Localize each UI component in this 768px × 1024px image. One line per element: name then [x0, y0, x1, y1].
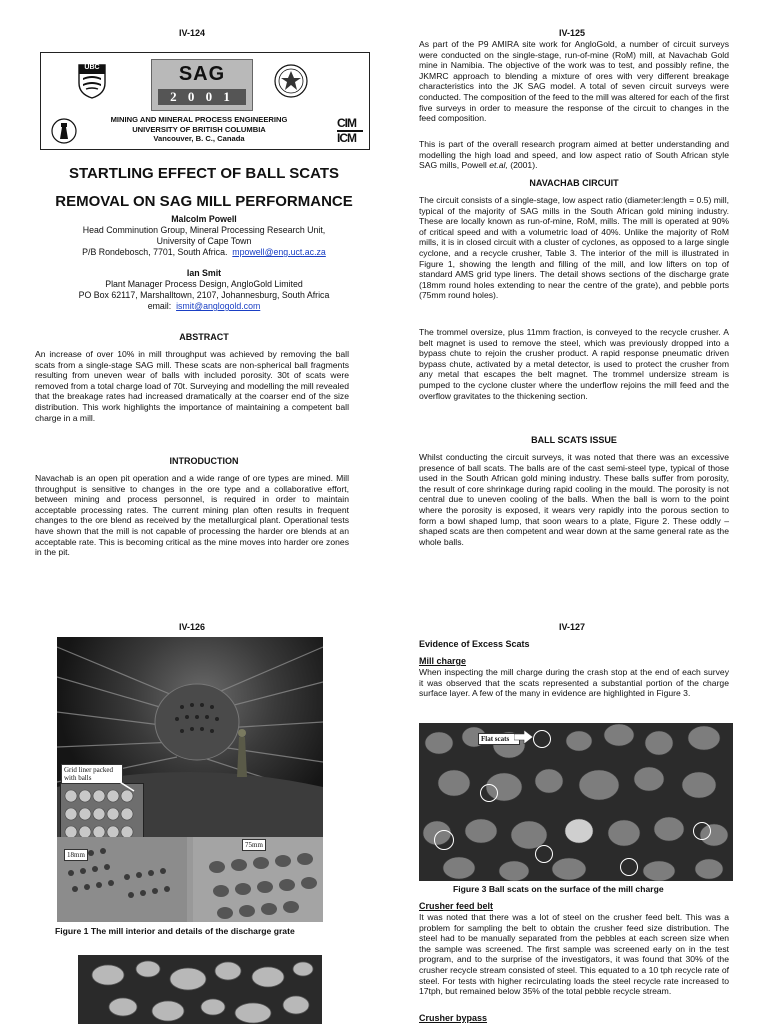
scat-highlight-circle	[620, 858, 638, 876]
author2-email-link[interactable]: ismit@anglogold.com	[176, 301, 261, 311]
flat-scats-arrow-icon	[514, 730, 534, 744]
page-number-126: IV-126	[178, 622, 206, 632]
emblem-logo	[273, 63, 309, 99]
author2-email-label: email:	[147, 301, 172, 311]
ubc-text: UBC	[84, 64, 100, 71]
author1-affil2: University of Cape Town	[156, 236, 252, 246]
cim-icm-logo	[337, 117, 363, 145]
introduction-heading: INTRODUCTION	[169, 456, 239, 466]
figure3-caption: Figure 3 Ball scats on the surface of the mill charge	[453, 884, 664, 894]
abstract-heading: ABSTRACT	[179, 332, 229, 342]
author1-name: Malcolm Powell	[171, 214, 237, 224]
abstract-text: An increase of over 10% in mill throughput was achieved by removing the ball scats from a single-stage SAG mill. These scats are non-spherical ball fragments resulting from uneven wear of balls with included porosity. 30t of scats were removed from a total charge load of 70t. Surveying and modelling the mill revealed that the breakage rates had increased dramatically at the coarser end of the size distribution. This work highlights the importance of maintaining a competent ball charge in a mill.	[35, 349, 349, 423]
crusher-feed-belt-heading: Crusher feed belt	[419, 901, 494, 911]
label-75mm: 75mm	[242, 839, 266, 851]
grid-liner-callout: Grid liner packed with balls	[61, 764, 123, 784]
figure1-caption: Figure 1 The mill interior and details of the discharge grate	[55, 926, 295, 936]
header-univ: UNIVERSITY OF BRITISH COLUMBIA	[132, 124, 266, 134]
scat-highlight-circle	[434, 830, 454, 850]
label-18mm: 18mm	[64, 849, 88, 861]
scat-highlight-circle	[535, 845, 553, 863]
page-number-127: IV-127	[558, 622, 586, 632]
icm-text: ICM	[337, 131, 356, 145]
ball-scats-text: Whilst conducting the circuit surveys, it was noted that there was an excessive presence of ball scats. The balls are of the cast semi-steel type, typical of those used in the South African gold mining industry. These balls suffer from porosity, the result of core shrinkage during rapid cooling in the mould. The porosity is not central due to uneven cooling of the balls. When the ball is worn to the point where the porosity is exposed, it wears very rapidly into the porous section to form a bowl shaped lump, that soon wears to a plate, Figure 2. These oddly –shaped scats are then competent and wear down at the same general rate as the whole balls.	[419, 452, 729, 547]
trommel-paragraph: The trommel oversize, plus 11mm fraction, is conveyed to the recycle crusher. A belt magnet is used to remove the steel, which was previously dropped into a bypass chute to rejoin the crusher product. A rapid response pneumatic driven bypass chute, activated by a metal detector, is used to protect the crusher from any metal that escapes the belt magnet. The trommel undersize stream is pumped to the cyclone cluster where the underflow rejoins the mill feed and the overflow gravitates to the thickening section.	[419, 327, 729, 401]
scat-highlight-circle	[693, 822, 711, 840]
crusher-feed-belt-text: It was noted that there was a lot of steel on the crusher feed belt. This was a problem for sampling the belt to obtain the crusher feed size distribution. The steel had to be manually separated from the pebbles at each screen size when the sample was screened. The first sample was screened early on in the test program, and to the surprise of the investigators, it was found that 30% of the crusher recycle stream consisted of steel. This equated to a 10 tph recycle rate of steel. For tests with higher recirculating loads the steel recycle rate increased to 17tph, but remained below 35% of the total pebble recycle stream.	[419, 912, 729, 997]
p125-intro-paragraph: As part of the P9 AMIRA site work for AngloGold, a number of circuit surveys were conducted on the single-stage, run-of-mine (RoM) mill, at Navachab Gold mine in Namibia. The objective of the work was to test, and possibly refine, the JKMRC approach to blending a mixture of ores with very different breakage characteristics into the JK SAG model. A total of seven circuit surveys were conducted. The composition of the feed to the mill was altered for each of the first five surveys in order to measure the response of the circuit to changes in the feed composition.	[419, 39, 729, 124]
p125-etal: et.al,	[489, 160, 508, 171]
navachab-circuit-heading: NAVACHAB CIRCUIT	[529, 178, 619, 188]
grid-liner-callout-pointer	[110, 775, 140, 795]
ubc-crest-logo	[77, 63, 107, 99]
cim-text: CIM	[337, 117, 363, 132]
header-city: Vancouver, B. C., Canada	[153, 134, 245, 144]
author2-affil2: PO Box 62117, Marshalltown, 2107, Johannesburg, South Africa	[78, 290, 330, 300]
ball-scats-heading: BALL SCATS ISSUE	[531, 435, 617, 445]
crusher-bypass-heading: Crusher bypass	[419, 1013, 488, 1023]
author2-affil1: Plant Manager Process Design, AngloGold Limited	[105, 279, 303, 289]
p125-research-paragraph: This is part of the overall research program aimed at better understanding and modelling the high load and speed, and low aspect ratio of South African style SAG mills, Powell et.al, (2001).	[419, 139, 729, 171]
figure3-mill-charge-photo	[419, 723, 733, 881]
author1-email-link[interactable]: mpowell@eng.uct.ac.za	[232, 247, 326, 257]
navachab-circuit-text: The circuit consists of a single-stage, low aspect ratio (diameter:length = 0.5) mill, typical of the majority of SAG mills in the South African gold mining industry. These are locally known as run-of-mine, RoM, mills. The mill is operated at 90% of critical speed and with a volumetric load of 40%. Unlike the majority of RoM mills, it is in closed circuit with a cluster of cyclones, as opposed to a large single cyclone, and a recycle crusher, Table 3. The interior of the mill is illustrated in Figure 1, showing the length and filling of the mill, and low lifters on top of standard AMS grid type liners. The detail shows sections of the discharge grate (18mm round holes extending to near the centre of the grate), and pebble ports (75mm round holes).	[419, 195, 729, 301]
mill-charge-heading: Mill charge	[419, 656, 467, 666]
paper-title-line2: REMOVAL ON SAG MILL PERFORMANCE	[55, 193, 353, 210]
sag-logo-text: SAG	[178, 63, 226, 85]
evidence-heading: Evidence of Excess Scats	[419, 639, 530, 649]
sag-2001-logo	[151, 59, 253, 111]
author1-address	[30, 247, 378, 258]
page-number-125: IV-125	[558, 28, 586, 38]
conference-header-box	[40, 52, 370, 150]
scat-highlight-circle	[533, 730, 551, 748]
author2-name: Ian Smit	[186, 268, 222, 278]
header-dept: MINING AND MINERAL PROCESS ENGINEERING	[110, 115, 288, 124]
author1-affil1: Head Comminution Group, Mineral Processing Research Unit,	[82, 225, 326, 235]
scat-highlight-circle	[480, 784, 498, 802]
mill-charge-text: When inspecting the mill charge during the crash stop at the end of each survey it was observed that the scats represented a substantial portion of the charge surface layer. A few of the many in evidence are highlighted in Figure 3.	[419, 667, 729, 699]
miner-lamp-logo	[51, 117, 77, 145]
paper-title-line1: STARTLING EFFECT OF BALL SCATS	[69, 165, 339, 182]
figure2-ball-scats-photo	[78, 955, 322, 1024]
discharge-grate-detail-photos	[57, 837, 323, 922]
sag-logo-year: 2 0 0 1	[158, 89, 246, 105]
paper-title	[30, 160, 378, 216]
flat-scats-label: Flat scats	[478, 733, 520, 745]
author1-affil3: P/B Rondebosch, 7701, South Africa.	[82, 247, 228, 257]
author2-email-line	[30, 301, 378, 312]
header-affiliation	[81, 115, 317, 144]
page-number-124: IV-124	[178, 28, 206, 38]
author-block	[30, 214, 378, 312]
introduction-text: Navachab is an open pit operation and a wide range of ore types are mined. Mill throughput is sensitive to changes in the ore type and a collaborative effort, between mining and process personnel, is required in order to maintain acceptable processing rates. The current mining plan often results in frequent changes to the ore blend as received by the metallurgical plant. Operational tests have shown that the mill is not capable of processing the harder ore blends at an acceptable rate. This is becoming critical as the mine moves into harder ore zones in the pit.	[35, 473, 349, 558]
